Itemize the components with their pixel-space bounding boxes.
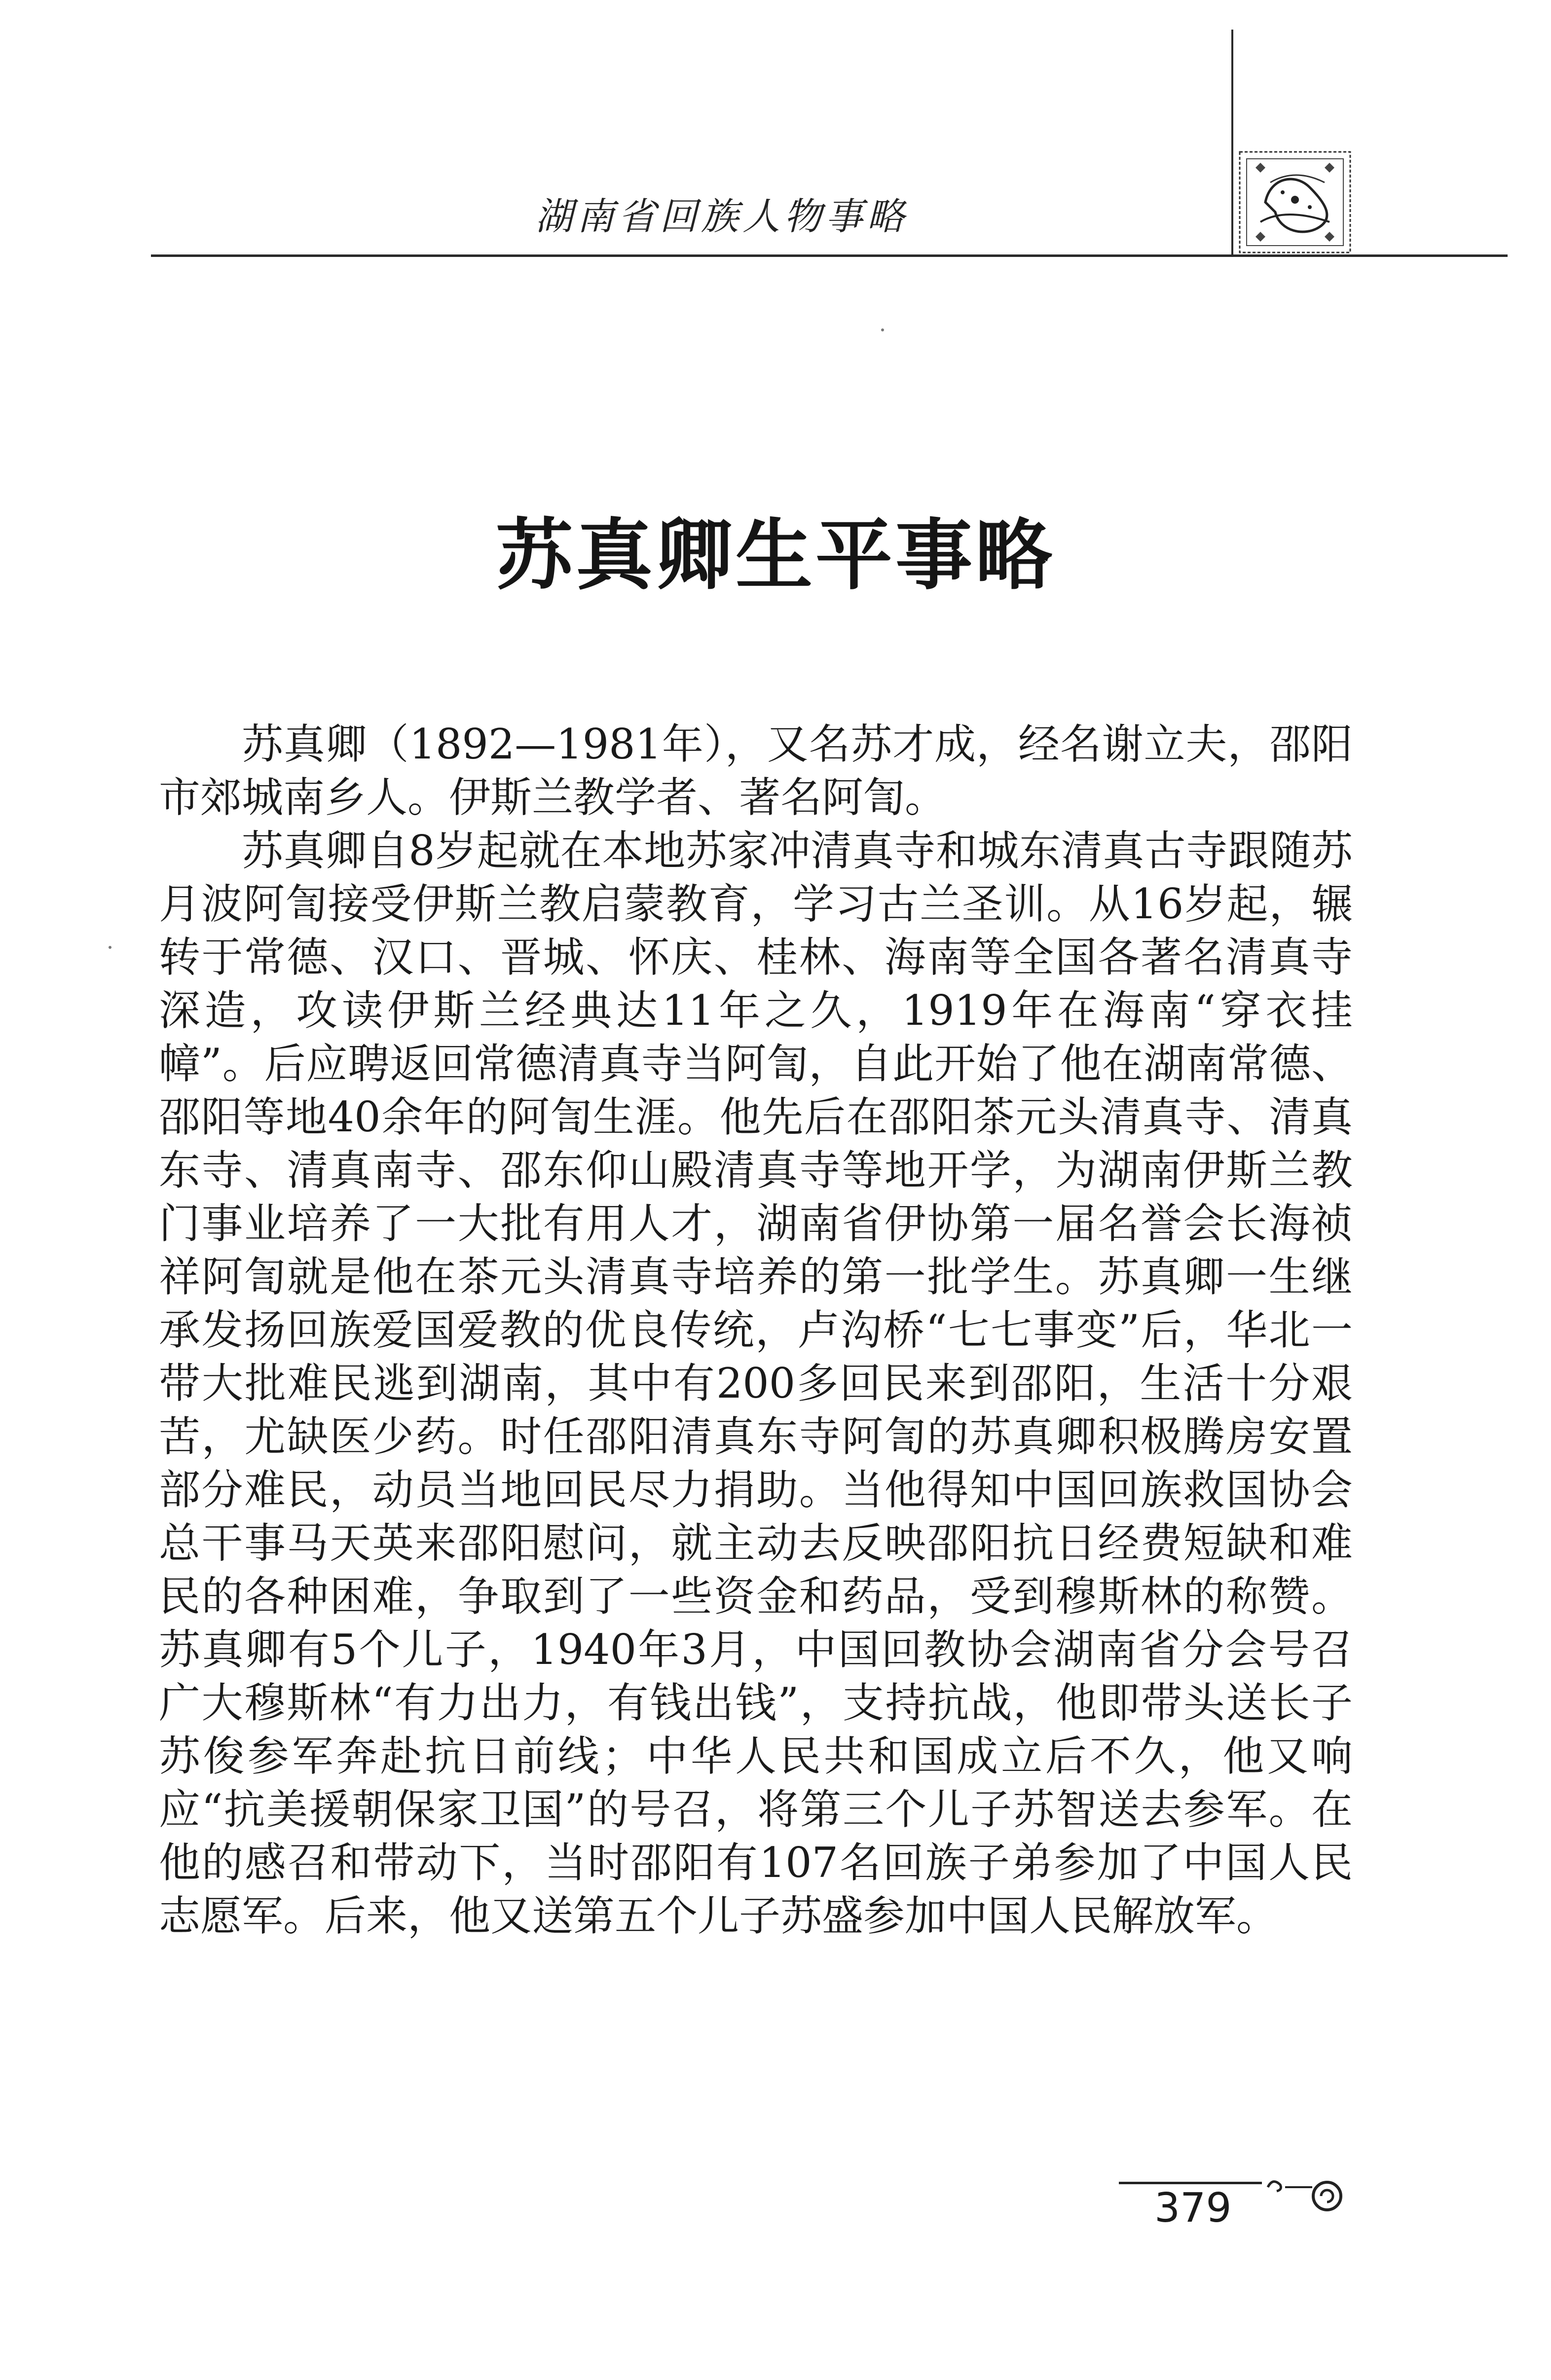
scan-speck bbox=[881, 328, 884, 331]
article-body bbox=[159, 718, 1353, 1943]
folio-rule bbox=[1119, 2182, 1262, 2184]
header-vertical-rule bbox=[1231, 30, 1233, 256]
paragraph: 苏真卿自8岁起就在本地苏家冲清真寺和城东清真古寺跟随苏月波阿訇接受伊斯兰教启蒙教育，学习古兰圣训。从16岁起，辗转于常德、汉口、晋城、怀庆、桂林、海南等全国各著名清真寺深造，攻读伊斯兰经典达11年之久，1919年在海南“穿衣挂幛”。后应聘返回常德清真寺当阿訇，自此开始了他在湖南常德、邵阳等地40余年的阿訇生涯。他先后在邵阳茶元头清真寺、清真东寺、清真南寺、邵东仰山殿清真寺等地开学，为湖南伊斯兰教门事业培养了一大批有用人才，湖南省伊协第一届名誉会长海祯祥阿訇就是他在茶元头清真寺培养的第一批学生。苏真卿一生继承发扬回族爱国爱教的优良传统，卢沟桥“七七事变”后，华北一带大批难民逃到湖南，其中有200多回民来到邵阳，生活十分艰苦，尤缺医少药。时任邵阳清真东寺阿訇的苏真卿积极腾房安置部分难民，动员当地回民尽力捐助。当他得知中国回族救国协会总干事马天英来邵阳慰问，就主动去反映邵阳抗日经费短缺和难民的各种困难，争取到了一些资金和药品，受到穆斯林的称赞。苏真卿有5个儿子，1940年3月，中国回教协会湖南省分会号召广大穆斯林“有力出力，有钱出钱”，支持抗战，他即带头送长子苏俊参军奔赴抗日前线；中华人民共和国成立后不久，他又响应“抗美援朝保家卫国”的号召，将第三个儿子苏智送去参军。在他的感召和带动下，当时邵阳有107名回族子弟参加了中国人民志愿军。后来，他又送第五个儿子苏盛参加中国人民解放军。 bbox=[159, 827, 1353, 1940]
article-title: 苏真卿生平事略 bbox=[496, 510, 1055, 600]
paragraph: 苏真卿（1892—1981年），又名苏才成，经名谢立夫，邵阳市郊城南乡人。伊斯兰教学者、著名阿訇。 bbox=[159, 720, 1353, 822]
scroll-flourish-icon bbox=[1263, 2172, 1352, 2217]
arabic-calligraphy-medallion-icon bbox=[1236, 148, 1354, 256]
scan-speck bbox=[109, 946, 111, 949]
running-header-title: 湖南省回族人物事略 bbox=[535, 194, 908, 238]
page-number: 379 bbox=[1154, 2185, 1232, 2232]
